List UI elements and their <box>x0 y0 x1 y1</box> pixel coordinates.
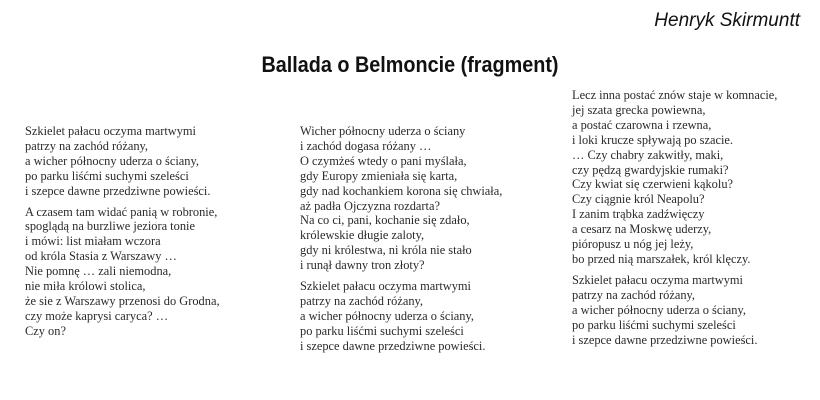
verse-line: a cesarz na Moskwę uderzy, <box>572 222 712 237</box>
verse-line: i loki krucze spływają po szacie. <box>572 132 734 147</box>
verse-line: i zachód dogasa różany … <box>300 138 432 153</box>
verse-line: Lecz inna postać znów staje w komnacie, <box>572 88 778 102</box>
poem-column-1 <box>25 124 285 345</box>
verse-line: po parku liśćmi suchymi szeleści <box>25 168 189 183</box>
verse-line: a postać czarowna i rzewna, <box>572 117 712 132</box>
verse-line: Czy kwiat się czerwieni kąkolu? <box>572 177 734 192</box>
verse-line: po parku liśćmi suchymi szeleści <box>572 317 736 332</box>
verse-line: i runął dawny tron złoty? <box>300 258 425 273</box>
verse-line: Na co ci, pani, kochanie się zdało, <box>300 213 470 228</box>
verse-line: … Czy chabry zakwitły, maki, <box>572 147 724 162</box>
stanza <box>25 124 285 199</box>
stanza <box>572 273 817 348</box>
verse-line: że sie z Warszawy przenosi do Grodna, <box>25 293 220 308</box>
verse-line: bo przed nią marszałek, król klęczy. <box>572 251 751 266</box>
verse-line: gdy nad kochankiem korona się chwiała, <box>300 183 503 198</box>
verse-line: aż padła Ojczyzna rozdarta? <box>300 198 440 213</box>
poem-column-2 <box>300 124 550 360</box>
verse-line: Czy on? <box>25 323 66 338</box>
verse-line: pióropusz u nóg jej leży, <box>572 237 694 252</box>
stanza <box>572 88 817 267</box>
stanza <box>300 279 550 354</box>
verse-line: nie miła królowi stolica, <box>25 279 146 294</box>
verse-line: gdy ni królestwa, ni króla nie stało <box>300 243 472 258</box>
verse-line: gdy Europy zmieniała się karta, <box>300 168 458 183</box>
verse-line: Wicher północny uderza o ściany <box>300 124 466 138</box>
verse-line: Czy ciągnie król Neapolu? <box>572 192 705 207</box>
verse-line: Nie pomnę … zali niemodna, <box>25 264 172 279</box>
author-name: Henryk Skirmuntt <box>654 10 800 31</box>
verse-line: i szepce dawne przedziwne powieści. <box>300 338 486 353</box>
verse-line: A czasem tam widać panią w robronie, <box>25 204 218 219</box>
verse-line: Szkielet pałacu oczyma martwymi <box>300 279 471 294</box>
verse-line: czy pędzą gwardyjskie rumaki? <box>572 162 729 177</box>
verse-line: spoglądą na burzliwe jeziora tonie <box>25 219 195 234</box>
verse-line: patrzy na zachód różany, <box>25 138 149 153</box>
verse-line: I zanim trąbka zadźwięczy <box>572 207 705 222</box>
stanza <box>25 205 285 339</box>
verse-line: jej szata grecka powiewna, <box>572 102 706 117</box>
poem-column-3 <box>572 88 817 353</box>
verse-line: a wicher północny uderza o ściany, <box>25 153 199 168</box>
verse-line: od króla Stasia z Warszawy … <box>25 249 177 264</box>
verse-line: i szepce dawne przedziwne powieści. <box>25 183 211 198</box>
verse-line: a wicher północny uderza o ściany, <box>300 308 474 323</box>
verse-line: po parku liśćmi suchymi szeleści <box>300 323 464 338</box>
verse-line: czy może kaprysi caryca? … <box>25 308 169 323</box>
poem-title: Ballada o Belmoncie (fragment) <box>261 52 559 77</box>
verse-line: patrzy na zachód różany, <box>300 293 424 308</box>
stanza <box>300 124 550 273</box>
verse-line: O czymżeś wtedy o pani myślała, <box>300 153 467 168</box>
verse-line: patrzy na zachód różany, <box>572 287 696 302</box>
verse-line: Szkielet pałacu oczyma martwymi <box>572 272 743 287</box>
verse-line: Szkielet pałacu oczyma martwymi <box>25 124 196 138</box>
verse-line: i mówi: list miałam wczora <box>25 234 161 249</box>
verse-line: i szepce dawne przedziwne powieści. <box>572 332 758 347</box>
verse-line: królewskie długie zaloty, <box>300 228 425 243</box>
verse-line: a wicher północny uderza o ściany, <box>572 302 746 317</box>
